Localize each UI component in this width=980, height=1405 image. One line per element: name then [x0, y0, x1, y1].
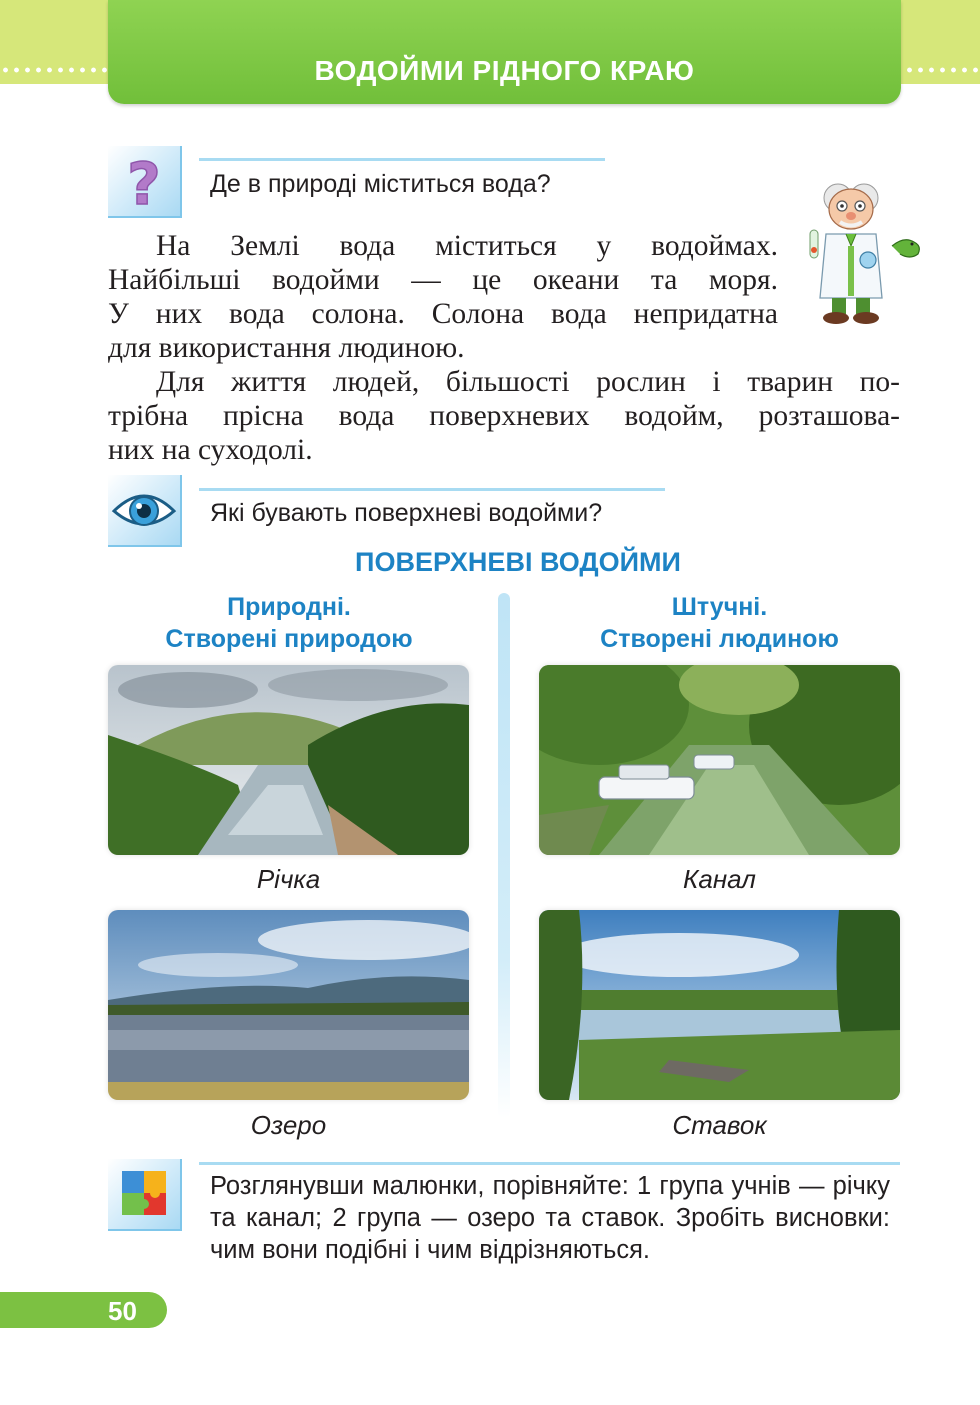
- page-number-tab: [0, 1292, 167, 1328]
- header-dots-left: [0, 66, 108, 74]
- header-tab: [108, 0, 901, 104]
- pond-caption: Ставок: [672, 1110, 767, 1140]
- question-text: Де в природі міститься вода?: [210, 170, 551, 198]
- scientist-illustration: [796, 176, 926, 326]
- paragraph-2: [108, 365, 900, 467]
- column-natural-title: Природні.: [227, 593, 351, 621]
- lake-caption: Озеро: [250, 1110, 327, 1140]
- column-natural-header: [108, 591, 470, 655]
- paragraph-1-line-4: для використання людиною.: [108, 332, 465, 364]
- canal-photo: [539, 665, 900, 855]
- river-caption: Річка: [256, 864, 321, 894]
- canal-caption: Канал: [683, 864, 756, 894]
- section-title: ПОВЕРХНЕВІ ВОДОЙМИ: [355, 547, 681, 577]
- header-dots-right: [904, 66, 980, 74]
- paragraph-2-line-3: них на суходолі.: [108, 434, 313, 466]
- task-rule: [199, 1162, 900, 1165]
- eye-icon: [108, 475, 182, 547]
- pond-photo: [539, 910, 900, 1100]
- svg-text:?: ?: [127, 150, 161, 216]
- paragraph-1-line-3: У них вода солона. Солона вода непридатна: [108, 298, 778, 330]
- paragraph-1-line-2: Найбільші водойми — це океани та моря.: [108, 264, 778, 296]
- column-artificial-subtitle: Створені людиною: [600, 625, 839, 653]
- paragraph-1-line-1: На Землі вода міститься у водоймах.: [156, 230, 778, 262]
- page-title: ВОДОЙМИ РІДНОГО КРАЮ: [314, 55, 695, 86]
- column-divider: [498, 593, 510, 1118]
- question-2-text: Які бувають поверхневі водойми?: [210, 499, 603, 527]
- column-artificial-title: Штучні.: [671, 593, 768, 621]
- column-natural-subtitle: Створені природою: [165, 625, 413, 653]
- task-text: Розглянувши малюнки, порівняйте: 1 група учнів — річку та канал; 2 група — озеро та ставок. Зробіть висновки: чим вони подібні і чим відрізняються.: [210, 1172, 890, 1264]
- question-2-rule: [199, 488, 665, 491]
- paragraph-2-line-2: трібна прісна вода поверхневих водойм, розташова-: [108, 400, 900, 432]
- question-mark-icon: [108, 146, 182, 218]
- question-rule: [199, 158, 605, 161]
- page-number: 50: [108, 1296, 137, 1326]
- column-artificial-header: [539, 591, 900, 655]
- puzzle-icon: [108, 1159, 182, 1231]
- paragraph-1: [108, 229, 778, 365]
- lake-photo: [108, 910, 469, 1100]
- paragraph-2-line-1: Для життя людей, більшості рослин і тварин по-: [156, 366, 900, 398]
- river-photo: [108, 665, 469, 855]
